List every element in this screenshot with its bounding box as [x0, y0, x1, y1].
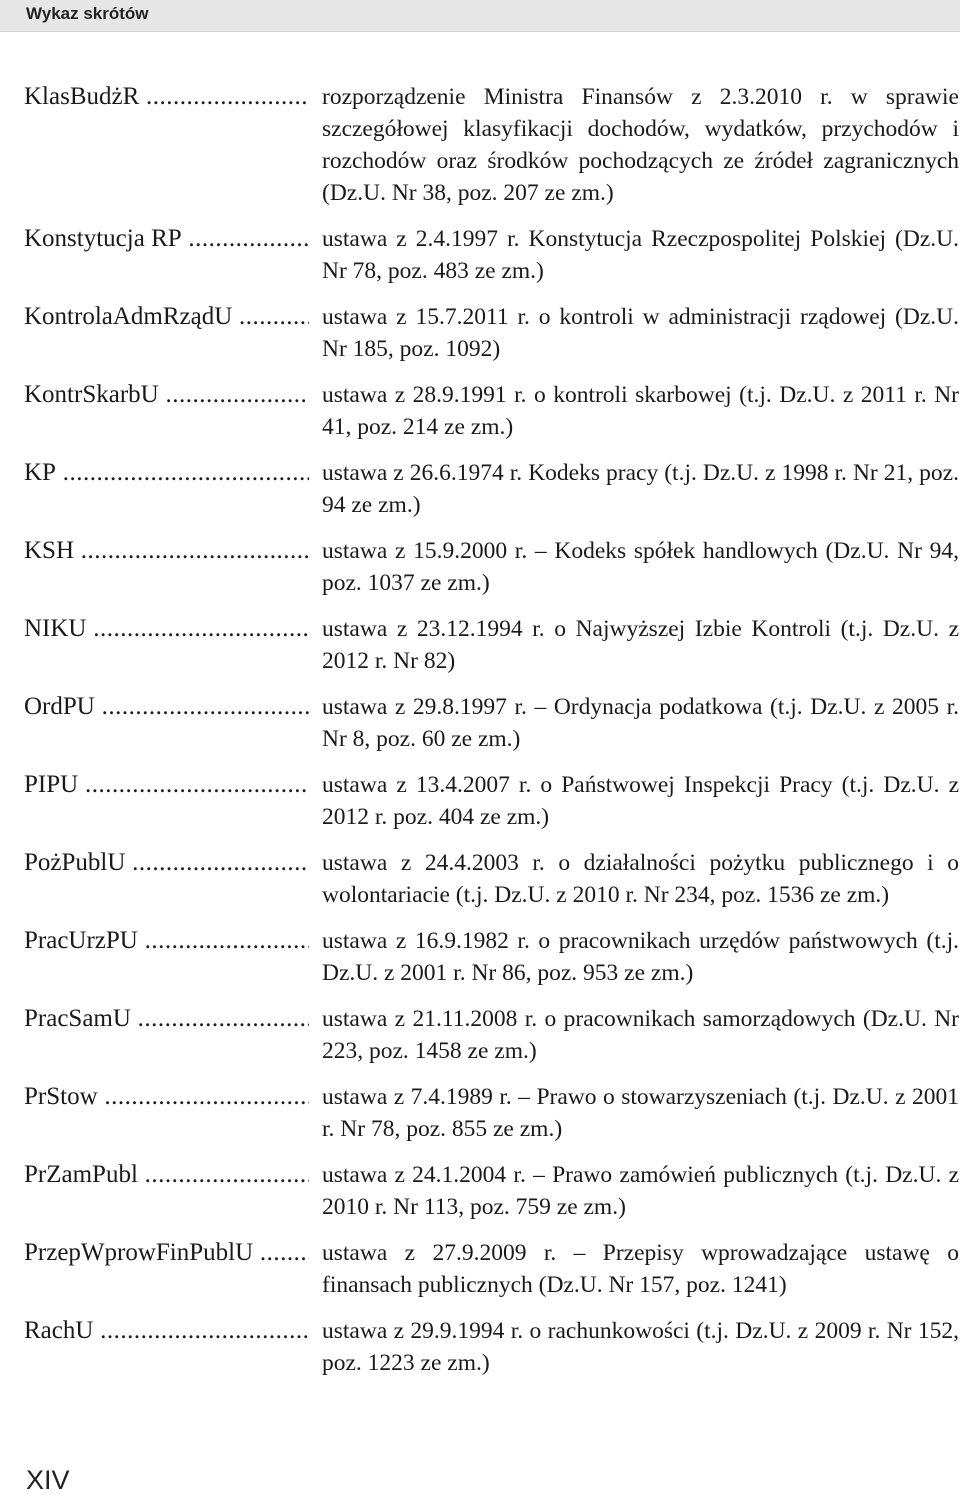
abbreviation-entry	[0, 925, 960, 1003]
abbreviation-definition: ustawa z 26.6.1974 r. Kodeks pracy (t.j. Dz.U. z 1998 r. Nr 21, poz. 94 ze zm.)	[322, 460, 959, 518]
page-number: XIV	[26, 1465, 70, 1495]
abbreviation-term: PrZamPubl .....	[24, 1159, 309, 1191]
abbreviation-definition: ustawa z 27.9.2009 r. – Przepisy wprowadzające ustawę o finansach publicznych (Dz.U. Nr 157, poz. 1241)	[322, 1240, 959, 1298]
abbreviation-definition: ustawa z 28.9.1991 r. o kontroli skarbowej (t.j. Dz.U. z 2011 r. Nr 41, poz. 214 ze zm.)	[322, 382, 959, 440]
abbreviation-term: Konstytucja RP .....	[24, 223, 309, 255]
abbreviation-entry	[0, 1237, 960, 1315]
abbreviation-term: OrdPU .....	[24, 691, 309, 723]
abbreviation-entry	[0, 613, 960, 691]
abbreviation-entry	[0, 847, 960, 925]
abbreviation-definition: ustawa z 29.8.1997 r. – Ordynacja podatkowa (t.j. Dz.U. z 2005 r. Nr 8, poz. 60 ze zm.)	[322, 694, 959, 752]
abbreviation-definition: ustawa z 7.4.1989 r. – Prawo o stowarzyszeniach (t.j. Dz.U. z 2001 r. Nr 78, poz. 855 ze zm.)	[322, 1084, 959, 1142]
abbreviation-definition: ustawa z 16.9.1982 r. o pracownikach urzędów państwowych (t.j. Dz.U. z 2001 r. Nr 86, poz. 953 ze zm.)	[322, 928, 959, 986]
abbreviation-entry	[0, 535, 960, 613]
abbreviation-definition: ustawa z 29.9.1994 r. o rachunkowości (t.j. Dz.U. z 2009 r. Nr 152, poz. 1223 ze zm.)	[322, 1318, 959, 1376]
abbreviation-term: RachU .....	[24, 1315, 309, 1347]
abbreviation-definition: ustawa z 21.11.2008 r. o pracownikach samorządowych (Dz.U. Nr 223, poz. 1458 ze zm.)	[322, 1006, 959, 1064]
abbreviation-entry	[0, 223, 960, 301]
abbreviation-definition: ustawa z 15.9.2000 r. – Kodeks spółek handlowych (Dz.U. Nr 94, poz. 1037 ze zm.)	[322, 538, 959, 596]
abbreviation-entry	[0, 1003, 960, 1081]
abbreviation-term: NIKU .....	[24, 613, 309, 645]
abbreviation-entry	[0, 379, 960, 457]
abbreviation-definition: ustawa z 23.12.1994 r. o Najwyższej Izbie Kontroli (t.j. Dz.U. z 2012 r. Nr 82)	[322, 616, 959, 674]
abbreviation-entry	[0, 691, 960, 769]
abbreviation-entry	[0, 1081, 960, 1159]
abbreviation-definition: ustawa z 13.4.2007 r. o Państwowej Inspekcji Pracy (t.j. Dz.U. z 2012 r. poz. 404 ze zm.)	[322, 772, 959, 830]
abbreviation-entry	[0, 1315, 960, 1393]
abbreviation-term: KontrolaAdmRządU .....	[24, 301, 309, 333]
abbreviation-definition: ustawa z 24.1.2004 r. – Prawo zamówień publicznych (t.j. Dz.U. z 2010 r. Nr 113, poz. 759 ze zm.)	[322, 1162, 959, 1220]
abbreviation-definition: rozporządzenie Ministra Finansów z 2.3.2010 r. w sprawie szczegółowej klasyfikacji dochodów, wydatków, przychodów i rozchodów oraz środków pochodzących ze źródeł zagranicznych (Dz.U. Nr 38, poz. 207 ze zm.)	[322, 84, 959, 206]
abbreviation-term: KSH .....	[24, 535, 309, 567]
abbreviation-definition: ustawa z 24.4.2003 r. o działalności pożytku publicznego i o wolontariacie (t.j. Dz.U. z 2010 r. Nr 234, poz. 1536 ze zm.)	[322, 850, 959, 908]
abbreviation-entry	[0, 769, 960, 847]
abbreviation-entry	[0, 301, 960, 379]
abbreviation-term: PracUrzPU .....	[24, 925, 309, 957]
running-header	[0, 0, 960, 32]
header-title: Wykaz skrótów	[26, 4, 149, 23]
abbreviation-definition: ustawa z 15.7.2011 r. o kontroli w administracji rządowej (Dz.U. Nr 185, poz. 1092)	[322, 304, 959, 362]
abbreviation-term: PracSamU .....	[24, 1003, 309, 1035]
abbreviation-entry	[0, 81, 960, 223]
abbreviation-term: PożPublU .....	[24, 847, 309, 879]
abbreviation-term: KontrSkarbU .....	[24, 379, 309, 411]
abbreviation-definition: ustawa z 2.4.1997 r. Konstytucja Rzeczpospolitej Polskiej (Dz.U. Nr 78, poz. 483 ze zm.)	[322, 226, 959, 284]
abbreviation-entry	[0, 457, 960, 535]
abbreviation-term: KlasBudżR .....	[24, 81, 309, 113]
abbreviation-entry	[0, 1159, 960, 1237]
abbreviation-term: PIPU .....	[24, 769, 309, 801]
abbreviation-term: PrStow .....	[24, 1081, 309, 1113]
abbreviation-term: PrzepWprowFinPublU .....	[24, 1237, 309, 1269]
abbreviation-list	[0, 81, 960, 1393]
abbreviation-term: KP .....	[24, 457, 309, 489]
